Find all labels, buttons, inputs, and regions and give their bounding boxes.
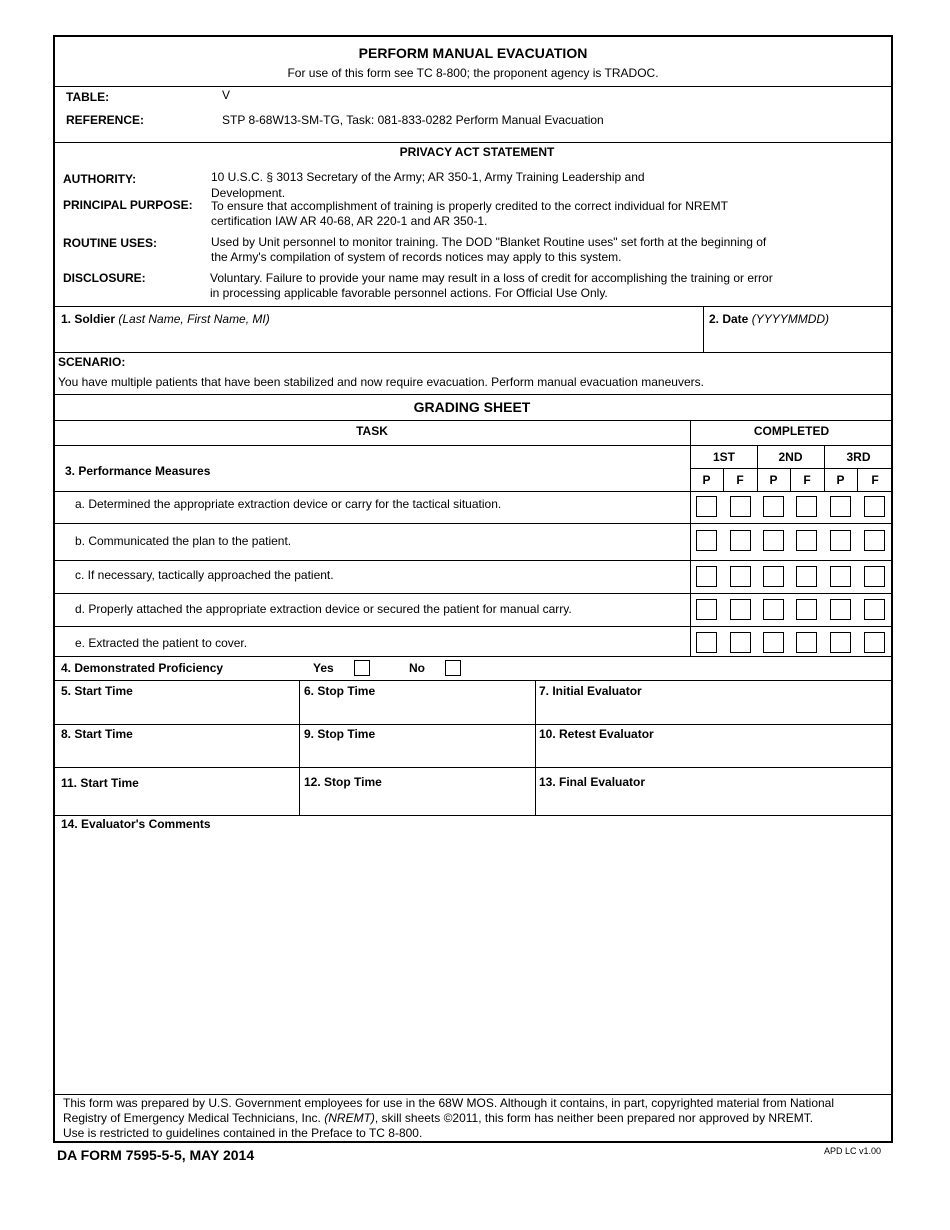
divider	[54, 306, 893, 307]
authority-text-2: Development.	[211, 186, 286, 200]
checkbox-a-2nd-f[interactable]	[796, 496, 817, 517]
checkbox-d-3rd-f[interactable]	[864, 599, 885, 620]
checkbox-b-3rd-f[interactable]	[864, 530, 885, 551]
date-field[interactable]	[709, 312, 829, 326]
version: APD LC v1.00	[824, 1146, 882, 1156]
checkbox-c-2nd-f[interactable]	[796, 566, 817, 587]
divider	[299, 680, 300, 815]
soldier-field[interactable]	[61, 312, 270, 326]
divider	[54, 352, 893, 353]
checkbox-a-1st-f[interactable]	[730, 496, 751, 517]
checkbox-a-2nd-p[interactable]	[763, 496, 784, 517]
table-label: TABLE:	[66, 90, 110, 104]
divider	[54, 680, 893, 681]
scenario-text: You have multiple patients that have been stabilized and now require evacuation. Perform manual evacuation maneuvers.	[58, 375, 704, 389]
proficiency-yes-checkbox[interactable]	[354, 660, 370, 676]
footer-note-2c: , skill sheets ©2011, this form has neither been prepared nor approved by NREMT.	[374, 1111, 814, 1125]
measure-d: d. Properly attached the appropriate extraction device or secured the patient for manual carry.	[75, 602, 572, 616]
checkbox-c-1st-p[interactable]	[696, 566, 717, 587]
checkbox-e-1st-p[interactable]	[696, 632, 717, 653]
proficiency-no-label: No	[409, 661, 425, 675]
checkbox-b-1st-p[interactable]	[696, 530, 717, 551]
divider	[54, 523, 893, 524]
checkbox-e-2nd-p[interactable]	[763, 632, 784, 653]
divider	[54, 626, 893, 627]
pf-header: P	[836, 473, 845, 487]
checkbox-a-1st-p[interactable]	[696, 496, 717, 517]
soldier-label: 1. Soldier	[61, 312, 116, 326]
checkbox-a-3rd-f[interactable]	[864, 496, 885, 517]
checkbox-d-2nd-f[interactable]	[796, 599, 817, 620]
divider	[54, 394, 893, 395]
checkbox-c-2nd-p[interactable]	[763, 566, 784, 587]
checkbox-e-2nd-f[interactable]	[796, 632, 817, 653]
measure-e: e. Extracted the patient to cover.	[75, 636, 248, 650]
soldier-hint: (Last Name, First Name, MI)	[118, 312, 270, 326]
proficiency-label: 4. Demonstrated Proficiency	[61, 661, 224, 675]
checkbox-b-2nd-f[interactable]	[796, 530, 817, 551]
divider	[54, 142, 893, 143]
checkbox-d-1st-p[interactable]	[696, 599, 717, 620]
checkbox-b-3rd-p[interactable]	[830, 530, 851, 551]
completed-header: COMPLETED	[753, 424, 830, 438]
divider	[54, 767, 893, 768]
routine-text-2: the Army's compilation of system of records notices may apply to this system.	[211, 250, 622, 264]
checkbox-c-3rd-f[interactable]	[864, 566, 885, 587]
divider	[54, 560, 893, 561]
divider	[703, 306, 704, 352]
stop-time-1[interactable]: 6. Stop Time	[304, 684, 376, 698]
pf-header: F	[736, 473, 744, 487]
start-time-1[interactable]: 5. Start Time	[61, 684, 133, 698]
date-hint: (YYYYMMDD)	[751, 312, 830, 326]
footer-note-3: Use is restricted to guidelines contained in the Preface to TC 8-800.	[63, 1126, 423, 1140]
divider	[54, 445, 893, 446]
divider	[54, 724, 893, 725]
privacy-heading: PRIVACY ACT STATEMENT	[399, 145, 555, 159]
stop-time-2[interactable]: 9. Stop Time	[304, 727, 376, 741]
measures-label: 3. Performance Measures	[65, 464, 211, 478]
divider	[54, 1094, 893, 1095]
retest-evaluator[interactable]: 10. Retest Evaluator	[539, 727, 654, 741]
disclosure-text-1: Voluntary. Failure to provide your name may result in a loss of credit for accomplishing the training or error	[210, 271, 773, 285]
purpose-label: PRINCIPAL PURPOSE:	[63, 198, 193, 212]
divider	[54, 656, 893, 657]
checkbox-a-3rd-p[interactable]	[830, 496, 851, 517]
initial-evaluator[interactable]: 7. Initial Evaluator	[539, 684, 642, 698]
purpose-text-1: To ensure that accomplishment of training is properly credited to the correct individual for NREMT	[211, 199, 728, 213]
pf-header: F	[803, 473, 811, 487]
routine-label: ROUTINE USES:	[63, 236, 158, 250]
checkbox-d-1st-f[interactable]	[730, 599, 751, 620]
checkbox-e-1st-f[interactable]	[730, 632, 751, 653]
scenario-label: SCENARIO:	[58, 355, 126, 369]
reference-value: STP 8-68W13-SM-TG, Task: 081-833-0282 Perform Manual Evacuation	[222, 113, 604, 127]
divider	[54, 593, 893, 594]
checkbox-b-2nd-p[interactable]	[763, 530, 784, 551]
purpose-text-2: certification IAW AR 40-68, AR 220-1 and AR 350-1.	[211, 214, 488, 228]
comments-area[interactable]	[55, 836, 891, 1093]
measure-b: b. Communicated the plan to the patient.	[75, 534, 292, 548]
checkbox-c-3rd-p[interactable]	[830, 566, 851, 587]
form-title: PERFORM MANUAL EVACUATION	[358, 45, 588, 61]
footer-note-2	[63, 1111, 813, 1125]
divider	[535, 680, 536, 815]
footer-note-2b: (NREMT)	[324, 1111, 375, 1125]
pf-header: P	[769, 473, 778, 487]
checkbox-c-1st-f[interactable]	[730, 566, 751, 587]
date-label: 2. Date	[709, 312, 749, 326]
divider	[54, 815, 893, 816]
comments-label: 14. Evaluator's Comments	[61, 817, 211, 831]
divider	[54, 86, 893, 87]
stop-time-3[interactable]: 12. Stop Time	[304, 775, 382, 789]
checkbox-b-1st-f[interactable]	[730, 530, 751, 551]
disclosure-label: DISCLOSURE:	[63, 271, 146, 285]
attempt-3rd: 3RD	[846, 450, 871, 464]
footer-note-2a: Registry of Emergency Medical Technicians, Inc.	[63, 1111, 325, 1125]
attempt-1st: 1ST	[712, 450, 735, 464]
attempt-2nd: 2ND	[778, 450, 803, 464]
form-subtitle: For use of this form see TC 8-800; the proponent agency is TRADOC.	[287, 66, 659, 80]
measure-a: a. Determined the appropriate extraction device or carry for the tactical situation.	[75, 497, 502, 511]
grading-title: GRADING SHEET	[413, 399, 531, 415]
divider	[690, 468, 893, 469]
start-time-2[interactable]: 8. Start Time	[61, 727, 133, 741]
proficiency-yes-label: Yes	[313, 661, 334, 675]
divider	[54, 420, 893, 421]
divider	[54, 491, 893, 492]
final-evaluator[interactable]: 13. Final Evaluator	[539, 775, 646, 789]
disclosure-text-2: in processing applicable favorable personnel actions. For Official Use Only.	[210, 286, 608, 300]
authority-text-1: 10 U.S.C. § 3013 Secretary of the Army; AR 350-1, Army Training Leadership and	[211, 170, 645, 184]
checkbox-d-2nd-p[interactable]	[763, 599, 784, 620]
form-id: DA FORM 7595-5-5, MAY 2014	[57, 1147, 255, 1163]
reference-label: REFERENCE:	[66, 113, 145, 127]
start-time-3[interactable]: 11. Start Time	[61, 776, 139, 790]
table-value[interactable]: V	[222, 88, 231, 102]
checkbox-d-3rd-p[interactable]	[830, 599, 851, 620]
task-header: TASK	[356, 424, 388, 438]
pf-header: P	[702, 473, 711, 487]
measure-c: c. If necessary, tactically approached the patient.	[75, 568, 334, 582]
proficiency-no-checkbox[interactable]	[445, 660, 461, 676]
checkbox-e-3rd-f[interactable]	[864, 632, 885, 653]
checkbox-e-3rd-p[interactable]	[830, 632, 851, 653]
footer-note-1: This form was prepared by U.S. Government employees for use in the 68W MOS. Although it contains, in part, copyrighted material from National	[63, 1096, 835, 1110]
routine-text-1: Used by Unit personnel to monitor training. The DOD "Blanket Routine uses" set forth at the beginning of	[211, 235, 767, 249]
pf-header: F	[871, 473, 879, 487]
authority-label: AUTHORITY:	[63, 172, 137, 186]
